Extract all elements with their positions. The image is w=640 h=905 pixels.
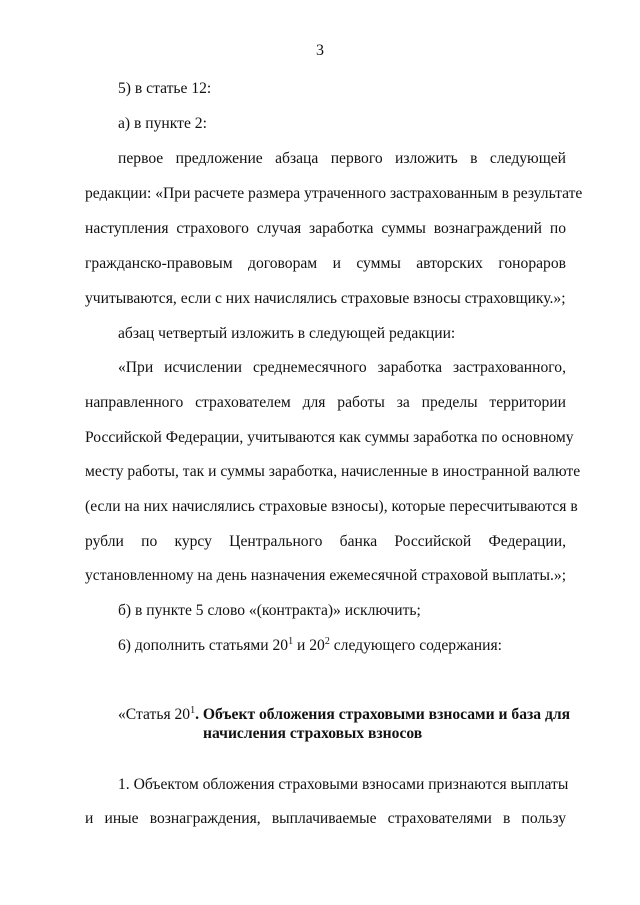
para3-line: (если на них начислялись страховые взносы), которые пересчитываются в: [85, 498, 578, 515]
body-line: и иные вознаграждения, выплачиваемые страхователями в пользу: [85, 810, 566, 827]
body-line: 1. Объектом обложения страховыми взносами признаются выплаты: [118, 776, 569, 793]
item-article-12: 5) в статье 12:: [118, 80, 212, 97]
page-number: 3: [316, 42, 324, 59]
para3-line: рубли по курсу Центрального банка Российской Федерации,: [85, 533, 566, 550]
item-point-5: б) в пункте 5 слово «(контракта)» исключить;: [118, 602, 421, 619]
article-heading: «Статья $20^1$. Объект обложения страховыми взносами и база для: [118, 705, 571, 723]
para1-line: гражданско-правовым договорам и суммы авторских гонораров: [85, 255, 566, 272]
article-heading-line2: начисления страховых взносов: [203, 725, 423, 742]
para2: абзац четвертый изложить в следующей редакции:: [118, 325, 456, 342]
para3-line: направленного страхователем для работы за пределы территории: [85, 394, 566, 411]
para3-line: месту работы, так и суммы заработка, начисленные в иностранной валюте: [85, 463, 581, 480]
para3-line: установленному на день назначения ежемесячной страховой выплаты.»;: [85, 567, 567, 584]
para3-line: «При исчислении среднемесячного заработка застрахованного,: [118, 359, 566, 376]
item-add-articles: 6) дополнить статьями $20^1$ и $20^2$ следующего содержания:: [118, 636, 502, 654]
para1-line: первое предложение абзаца первого изложить в следующей: [118, 150, 566, 167]
para3-line: Российской Федерации, учитываются как суммы заработка по основному: [85, 429, 574, 446]
para1-line: наступления страхового случая заработка суммы вознаграждений по: [85, 220, 566, 237]
item-point-2: а) в пункте 2:: [118, 115, 207, 132]
para1-line: редакции: «При расчете размера утраченного застрахованным в результате: [85, 185, 583, 202]
para1-line: учитываются, если с них начислялись страховые взносы страховщику.»;: [85, 290, 566, 307]
